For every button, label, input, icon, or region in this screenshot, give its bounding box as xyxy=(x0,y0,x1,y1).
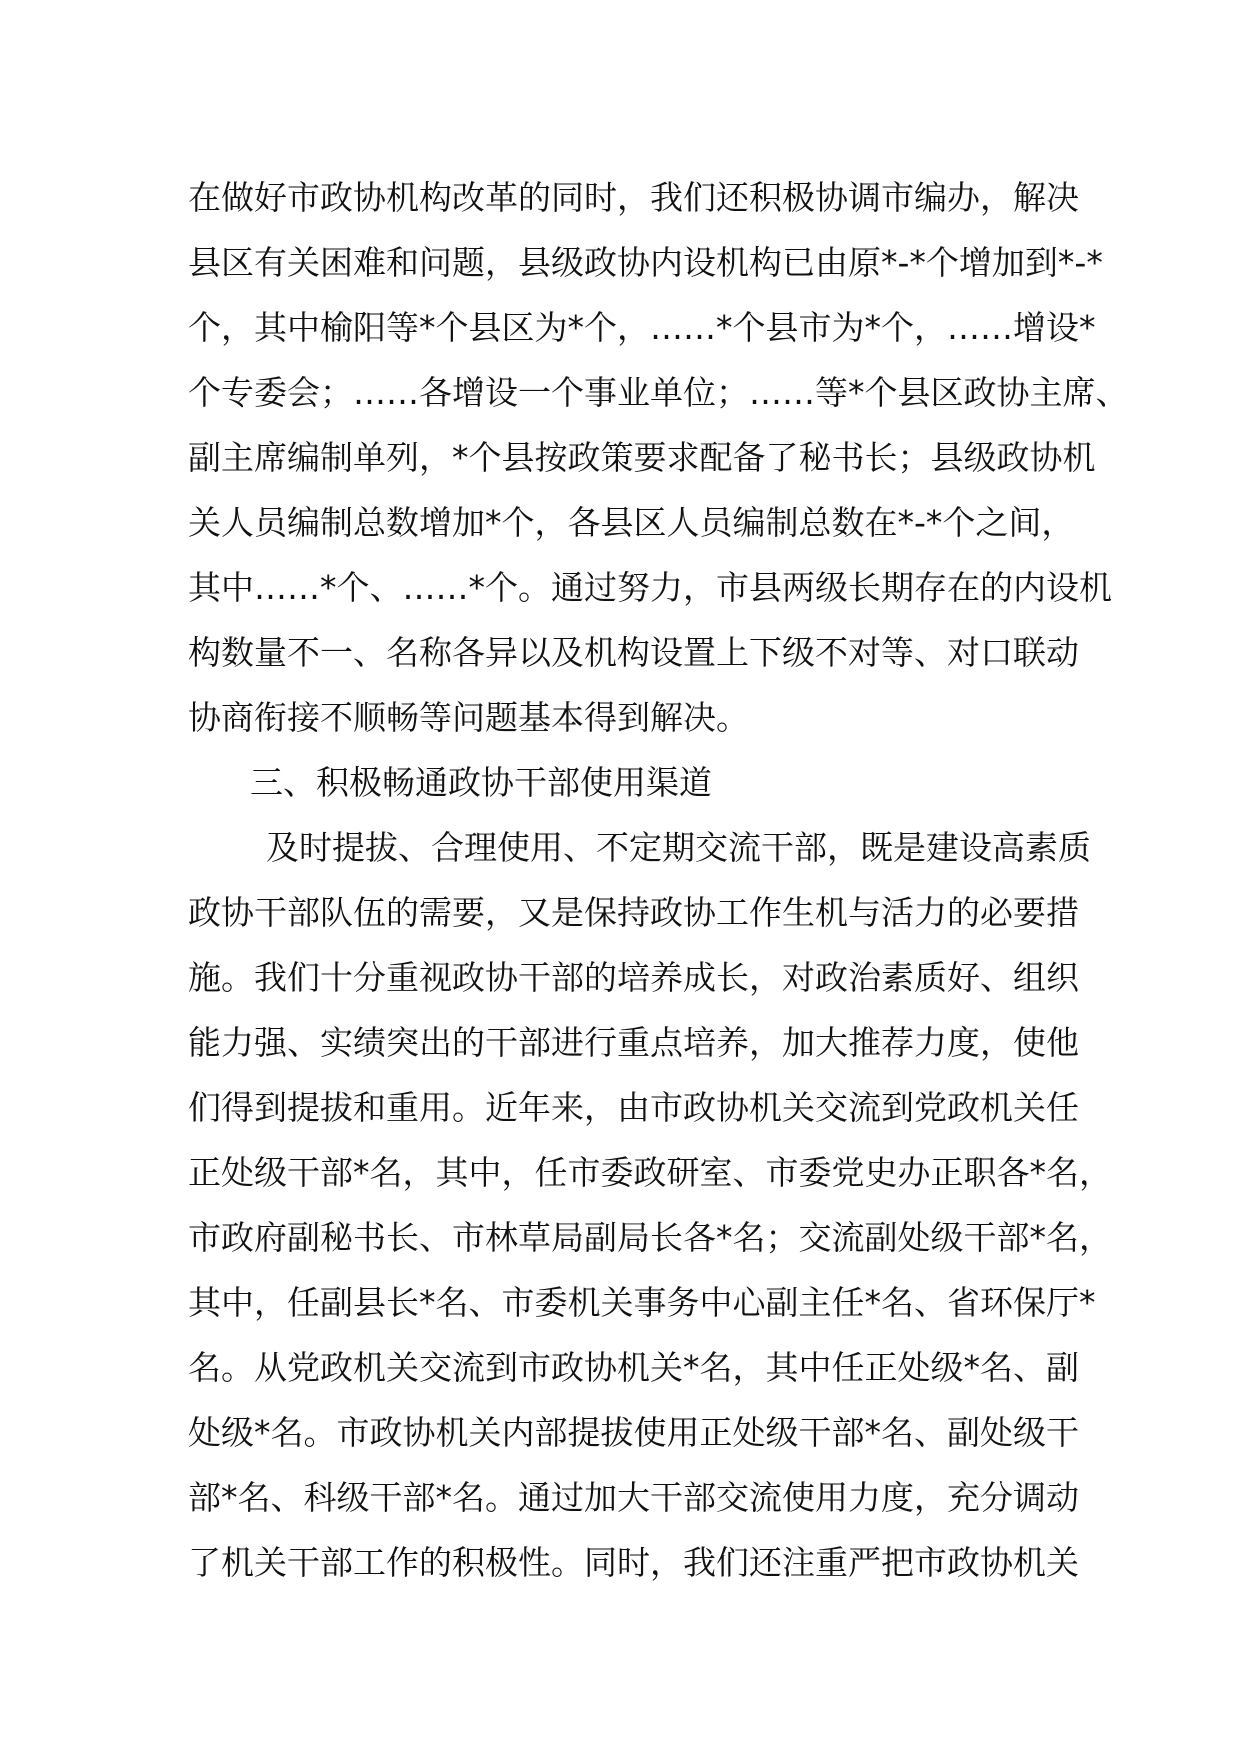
text-line: 关人员编制总数增加*个，各县区人员编制总数在*-*个之间， xyxy=(188,503,1075,542)
text-line: 名。从党政机关交流到市政协机关*名，其中任正处级*名、副 xyxy=(188,1348,1079,1387)
text-line: 施。我们十分重视政协干部的培养成长，对政治素质好、组织 xyxy=(188,958,1079,997)
text-line: 了机关干部工作的积极性。同时，我们还注重严把市政协机关 xyxy=(188,1543,1079,1582)
text-line: 处级*名。市政协机关内部提拔使用正处级干部*名、副处级干 xyxy=(188,1413,1079,1452)
text-line: 们得到提拔和重用。近年来，由市政协机关交流到党政机关任 xyxy=(188,1088,1079,1127)
section-heading xyxy=(250,750,1150,815)
text-line: 部*名、科级干部*名。通过加大干部交流使用力度，充分调动 xyxy=(188,1478,1079,1517)
text-line: 个，其中榆阳等*个县区为*个，……*个县市为*个，……增设* xyxy=(188,308,1096,347)
section-heading-text: 三、积极畅通政协干部使用渠道 xyxy=(250,763,712,802)
text-line: 市政府副秘书长、市林草局副局长各*名；交流副处级干部*名， xyxy=(188,1218,1112,1257)
text-line: 正处级干部*名，其中，任市委政研室、市委党史办正职各*名， xyxy=(188,1153,1112,1192)
text-line: 个专委会；……各增设一个事业单位；……等*个县区政协主席、 xyxy=(188,373,1129,412)
text-line: 协商衔接不顺畅等问题基本得到解决。 xyxy=(188,698,749,737)
text-line: 县区有关困难和问题，县级政协内设机构已由原*-*个增加到*-* xyxy=(188,243,1103,282)
text-line: 构数量不一、名称各异以及机构设置上下级不对等、对口联动 xyxy=(188,633,1079,672)
paragraph-agency-reform xyxy=(188,165,1129,750)
text-line: 能力强、实绩突出的干部进行重点培养，加大推荐力度，使他 xyxy=(188,1023,1079,1062)
text-line: 副主席编制单列，*个县按政策要求配备了秘书长；县级政协机 xyxy=(188,438,1096,477)
text-line: 其中……*个、……*个。通过努力，市县两级长期存在的内设机 xyxy=(188,568,1112,607)
text-line: 在做好市政协机构改革的同时，我们还积极协调市编办，解决 xyxy=(188,178,1079,217)
text-line: 其中，任副县长*名、市委机关事务中心副主任*名、省环保厅* xyxy=(188,1283,1096,1322)
paragraph-cadre-channels xyxy=(188,815,1112,1595)
text-line: 及时提拔、合理使用、不定期交流干部，既是建设高素质 xyxy=(266,828,1091,867)
text-line: 政协干部队伍的需要，又是保持政协工作生机与活力的必要措 xyxy=(188,893,1079,932)
